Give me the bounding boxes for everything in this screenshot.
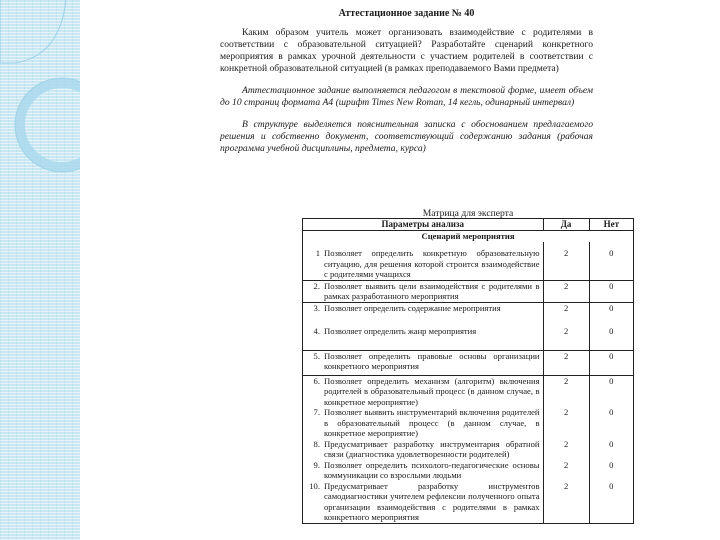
row-number: 10. <box>309 480 320 491</box>
row-text: Позволяет определить конкретную образовательную ситуацию, для решения которой строится взаимодействие с родителями учащихся <box>324 248 540 279</box>
document-body <box>220 8 593 165</box>
document-title: Аттестационное задание № 40 <box>338 8 475 19</box>
row-text: Позволяет выявить инструментарий включения родителей в образовательный процесс (в данном случае, в конкретное мероприятие) <box>324 407 540 438</box>
decorative-arc-top <box>0 0 66 63</box>
row-text: Позволяет определить психолого-педагогические основы коммуникации со взрослыми людьми <box>324 459 540 480</box>
table-row <box>303 280 634 302</box>
task-question: Каким образом учитель может организовать взаимодействие с родителями в соответствии с образовательной ситуацией? Разработайте сценарий конкретного мероприятия в рамках урочной деятельности с участием родителей в соответствии с конкретной образовательной ситуацией (в рамках преподаваемого Вами предмета) <box>220 27 593 74</box>
row-no-value: 0 <box>589 481 633 524</box>
table-row <box>303 481 634 524</box>
row-no-value: 0 <box>589 280 633 302</box>
table-row <box>303 375 634 407</box>
section-title: Сценарий мероприятия <box>303 231 634 243</box>
row-no-value: 0 <box>589 439 633 460</box>
row-yes-value: 2 <box>543 481 589 524</box>
row-yes-value: 2 <box>543 302 589 321</box>
row-text: Предусматривает разработку инструментов самодиагностики учителем рефлексии полученного опыта организации взаимодействия с родителями в рамках конкретного мероприятия <box>324 480 540 522</box>
decorative-ring <box>20 83 80 167</box>
row-text: Позволяет выявить цели взаимодействия с родителями в рамках разработанного мероприятия <box>324 280 540 301</box>
row-yes-value: 2 <box>543 375 589 407</box>
header-yes: Да <box>543 219 589 231</box>
header-params: Параметры анализа <box>303 219 544 231</box>
row-number: 7. <box>313 407 320 417</box>
section-row <box>303 231 634 243</box>
document-page <box>80 0 720 540</box>
table-row <box>303 439 634 460</box>
row-text: Позволяет определить механизм (алгоритм) включения родителей в образовательный процесс (в данном случае, в конкретное мероприятие) <box>324 375 540 407</box>
table-row <box>303 302 634 321</box>
format-requirements: Аттестационное задание выполняется педагогом в текстовой форме, имеет объем до 10 страниц формата А4 (шрифт Times New Roman, 14 кегль, одинарный интервал) <box>220 85 593 108</box>
row-text: Предусматривает разработку инструментария обратной связи (диагностика удовлетворенности родителей) <box>324 438 540 459</box>
row-yes-value: 2 <box>543 280 589 302</box>
row-text: Позволяет определить жанр мероприятия <box>324 325 477 336</box>
structure-requirements: В структуре выделяется пояснительная записка с обоснованием предлагаемого решения и собственно документ, соответствующий содержанию задания (рабочая программа учебной дисциплины, предмета, курса) <box>220 119 593 154</box>
row-yes-value: 2 <box>543 350 589 375</box>
table-header-row <box>303 219 634 231</box>
row-yes-value: 2 <box>543 439 589 460</box>
row-number: 6. <box>313 375 320 386</box>
row-no-value: 0 <box>589 242 633 280</box>
matrix-title: Матрица для эксперта <box>422 208 514 219</box>
row-number: 9. <box>313 459 320 470</box>
row-number: 8. <box>313 438 320 449</box>
table-row <box>303 242 634 280</box>
row-yes-value: 2 <box>543 407 589 439</box>
row-number: 5. <box>313 350 320 361</box>
header-no: Нет <box>589 219 633 231</box>
row-no-value: 0 <box>589 460 633 481</box>
decorative-rings <box>0 0 80 540</box>
row-number: 4. <box>313 325 320 336</box>
row-number: 2. <box>313 280 320 291</box>
row-yes-value: 2 <box>543 242 589 280</box>
row-yes-value: 2 <box>543 321 589 351</box>
row-number: 1 <box>315 248 320 258</box>
row-text: Позволяет определить содержание мероприятия <box>324 302 501 313</box>
row-number: 3. <box>313 302 320 313</box>
decorative-side-panel <box>0 0 80 540</box>
row-yes-value: 2 <box>543 460 589 481</box>
row-no-value: 0 <box>589 350 633 375</box>
table-row <box>303 350 634 375</box>
table-row <box>303 407 634 439</box>
row-no-value: 0 <box>589 302 633 321</box>
table-row <box>303 321 634 351</box>
expert-matrix-table <box>302 218 634 524</box>
table-row <box>303 460 634 481</box>
row-no-value: 0 <box>589 407 633 439</box>
row-text: Позволяет определить правовые основы организации конкретного мероприятия <box>324 350 540 371</box>
row-no-value: 0 <box>589 321 633 351</box>
row-no-value: 0 <box>589 375 633 407</box>
